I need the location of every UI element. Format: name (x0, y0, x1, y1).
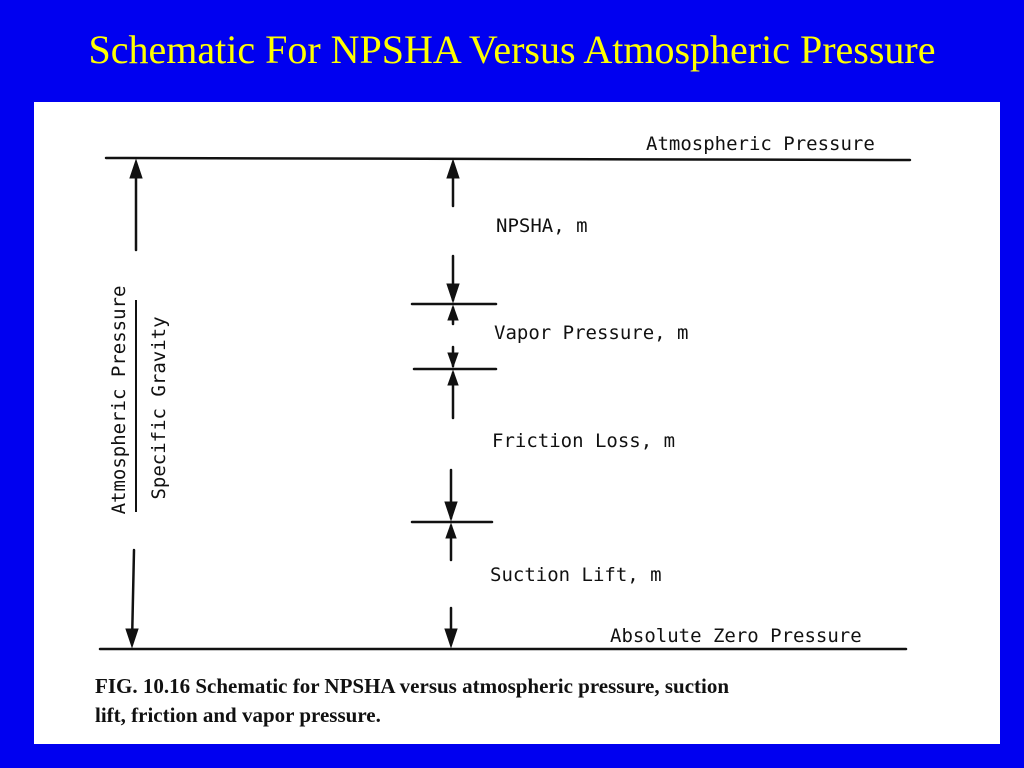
arrow-up-npsha-top (447, 160, 459, 178)
absolute-zero-pressure-label: Absolute Zero Pressure (610, 625, 862, 647)
slide-title: Schematic For NPSHA Versus Atmospheric Pressure (88, 27, 936, 72)
caption-line-1: FIG. 10.16 Schematic for NPSHA versus atmospheric pressure, suction (95, 674, 730, 698)
arrow-up-left-top (130, 160, 142, 178)
arrow-down-suction (445, 629, 457, 647)
arrow-down-vapor (448, 353, 458, 367)
vertical-label-denominator: Specific Gravity (148, 316, 170, 500)
atmospheric-pressure-label: Atmospheric Pressure (646, 133, 875, 155)
arrow-down-left-bottom (126, 629, 138, 647)
suction-lift-label: Suction Lift, m (490, 564, 662, 586)
npsha-label: NPSHA, m (496, 215, 588, 237)
arrow-down-npsha-bottom (447, 284, 459, 302)
vapor-pressure-label: Vapor Pressure, m (494, 322, 689, 344)
arrow-up-suction (446, 524, 456, 538)
figure-panel (34, 102, 1000, 744)
caption-line-2: lift, friction and vapor pressure. (95, 703, 381, 727)
vertical-label-numerator: Atmospheric Pressure (108, 285, 130, 515)
atmospheric-pressure-line (106, 158, 910, 160)
arrow-up-vapor (448, 306, 458, 320)
npsha-schematic (34, 102, 1000, 744)
figure-caption (95, 672, 975, 730)
friction-loss-label: Friction Loss, m (492, 430, 676, 452)
arrow-down-friction (445, 502, 457, 520)
arrow-up-friction (448, 371, 458, 385)
